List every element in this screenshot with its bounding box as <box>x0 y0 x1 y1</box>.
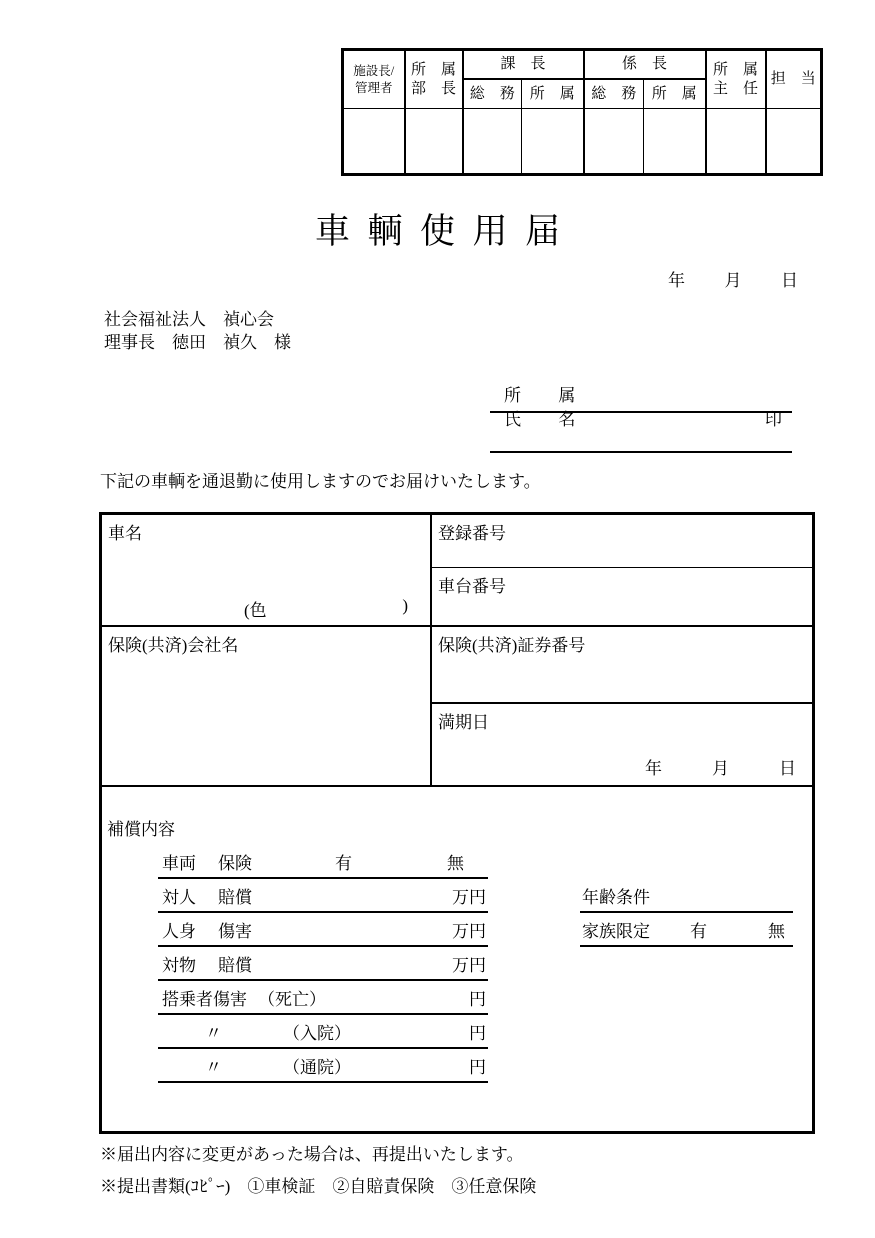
addressee-block <box>104 308 291 354</box>
coverage-label: 保険 <box>218 854 252 873</box>
color-open-label: (色 <box>244 601 267 620</box>
header-line: 管理者 <box>354 80 393 95</box>
registration-number-cell <box>432 515 812 568</box>
approval-header-section-general-affairs: 総 務 <box>463 79 522 109</box>
coverage-row-passenger-outpatient <box>158 1049 488 1083</box>
unit-label: 円 <box>469 1024 486 1043</box>
coverage-label: 対物 <box>162 956 196 975</box>
coverage-label: （入院） <box>283 1024 351 1043</box>
seal-mark: 印 <box>765 410 782 429</box>
family-limit-label: 家族限定 <box>582 922 650 941</box>
approval-header-facility-manager <box>343 50 405 109</box>
approval-header-section-chief: 課 長 <box>463 50 584 80</box>
addressee-organization: 社会福祉法人 禎心会 <box>104 310 274 329</box>
name-label: 氏 名 <box>504 410 586 429</box>
stamp-cell <box>644 109 706 175</box>
unit-label: 円 <box>469 990 486 1009</box>
chassis-number-cell <box>432 568 812 625</box>
coverage-label: 傷害 <box>218 922 252 941</box>
approval-stamp-table <box>341 48 823 176</box>
chassis-number-label: 車台番号 <box>438 577 506 596</box>
coverage-label: 対人 <box>162 888 196 907</box>
coverage-label: 賠償 <box>218 888 252 907</box>
ditto-mark: 〃 <box>205 1058 222 1077</box>
coverage-label: （死亡） <box>258 990 326 1009</box>
coverage-title: 補償内容 <box>107 820 175 839</box>
option-yes: 有 <box>335 854 352 873</box>
coverage-label: 搭乗者傷害 <box>162 990 247 1009</box>
coverage-section <box>102 785 812 1131</box>
header-line: 施設長/ <box>353 63 395 78</box>
expiry-date-line <box>645 754 796 779</box>
header-line: 所 属 <box>712 61 758 78</box>
coverage-row-passenger-hospitalization <box>158 1015 488 1049</box>
approval-header-subsection-chief: 係 長 <box>584 50 706 80</box>
ditto-mark: 〃 <box>205 1024 222 1043</box>
option-no: 無 <box>768 922 785 941</box>
unit-label: 万円 <box>452 956 486 975</box>
note-documents: ※提出書類(ｺﾋﾟｰ) ①車検証 ②自賠責保険 ③任意保険 <box>100 1177 537 1196</box>
approval-header-staff: 担 当 <box>766 50 822 109</box>
age-condition-label: 年齢条件 <box>582 888 650 907</box>
intro-text: 下記の車輌を通退勤に使用しますのでお届けいたします。 <box>100 472 541 491</box>
option-yes: 有 <box>690 922 707 941</box>
coverage-row-bodily-liability <box>158 879 488 913</box>
stamp-cell <box>522 109 584 175</box>
approval-header-subsection-affiliation: 所 属 <box>644 79 706 109</box>
footer-notes <box>100 1139 536 1203</box>
addressee-president: 理事長 徳田 禎久 様 <box>104 333 291 352</box>
header-line: 所 属 <box>410 61 456 78</box>
expiry-label: 満期日 <box>438 713 489 732</box>
car-name-cell <box>102 515 432 625</box>
coverage-label: 賠償 <box>218 956 252 975</box>
coverage-label: 人身 <box>162 922 196 941</box>
stamp-cell <box>706 109 766 175</box>
date-day-label: 日 <box>781 271 798 290</box>
header-line: 主 任 <box>712 80 758 97</box>
vehicle-table <box>99 512 815 1134</box>
car-name-label: 車名 <box>108 524 142 543</box>
date-year-label: 年 <box>668 271 685 290</box>
stamp-cell <box>584 109 644 175</box>
color-field <box>244 596 408 621</box>
coverage-label: 車両 <box>162 854 196 873</box>
stamp-cell <box>343 109 405 175</box>
expiry-cell <box>432 704 812 785</box>
name-field <box>490 410 792 453</box>
approval-header-dept-head <box>405 50 463 109</box>
approval-header-section-affiliation: 所 属 <box>522 79 584 109</box>
expiry-month-label: 月 <box>712 759 729 778</box>
coverage-row-property-liability <box>158 947 488 981</box>
coverage-row-passenger-death <box>158 981 488 1015</box>
unit-label: 万円 <box>452 922 486 941</box>
insurer-cell <box>102 627 432 785</box>
coverage-row-vehicle-insurance <box>158 845 488 879</box>
coverage-conditions <box>580 879 793 947</box>
applicant-block <box>490 384 792 453</box>
coverage-row-personal-injury <box>158 913 488 947</box>
approval-header-subsection-general-affairs: 総 務 <box>584 79 644 109</box>
policy-number-cell <box>432 627 812 704</box>
coverage-label: （通院） <box>283 1058 351 1077</box>
affiliation-label: 所 属 <box>504 386 586 405</box>
policy-number-label: 保険(共済)証券番号 <box>438 636 586 655</box>
unit-label: 万円 <box>452 888 486 907</box>
page-title: 車輌使用届 <box>314 212 578 251</box>
insurer-label: 保険(共済)会社名 <box>108 636 239 655</box>
registration-number-label: 登録番号 <box>438 524 506 543</box>
unit-label: 円 <box>469 1058 486 1077</box>
stamp-cell <box>405 109 463 175</box>
vehicle-identity-section <box>102 515 812 625</box>
expiry-year-label: 年 <box>645 759 662 778</box>
coverage-list <box>158 845 488 1083</box>
note-resubmission: ※届出内容に変更があった場合は、再提出いたします。 <box>100 1145 524 1164</box>
expiry-day-label: 日 <box>779 759 796 778</box>
header-line: 部 長 <box>410 80 456 97</box>
stamp-cell <box>766 109 822 175</box>
date-month-label: 月 <box>724 271 742 290</box>
date-line <box>668 266 798 291</box>
option-no: 無 <box>447 854 464 873</box>
insurance-section <box>102 625 812 785</box>
color-close-label: ) <box>402 596 408 615</box>
age-condition-row <box>580 879 793 913</box>
family-limit-row <box>580 913 793 947</box>
stamp-cell <box>463 109 522 175</box>
approval-header-chief <box>706 50 766 109</box>
